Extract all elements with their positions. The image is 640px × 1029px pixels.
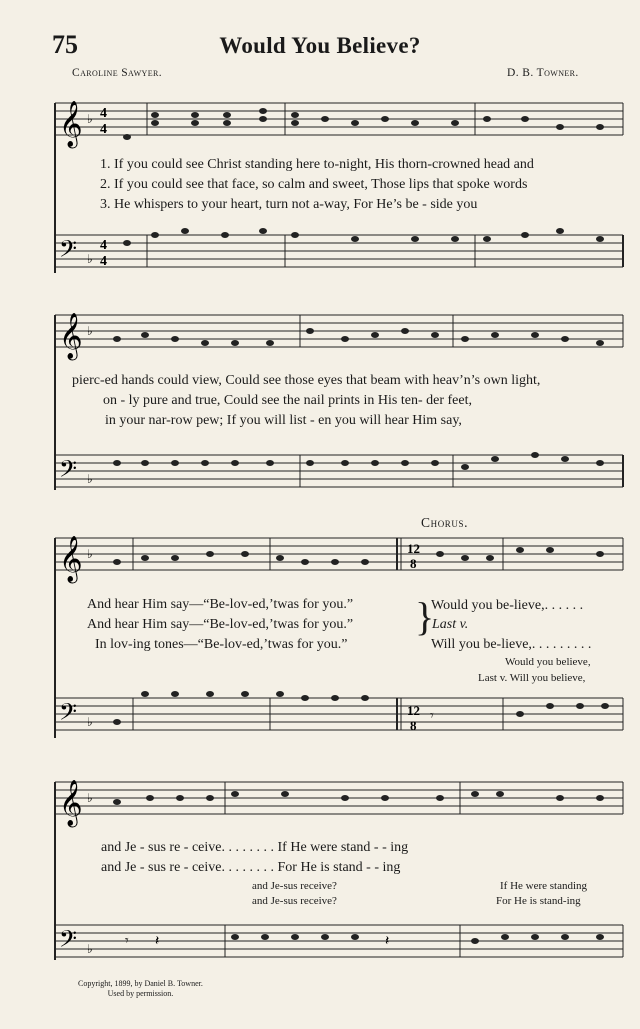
song-title: Would You Believe? <box>219 33 421 58</box>
svg-text:12: 12 <box>407 703 420 718</box>
svg-text:12: 12 <box>407 541 420 556</box>
system-3-treble-svg <box>55 528 625 588</box>
svg-text:𝄾: 𝄾 <box>125 934 129 949</box>
svg-text:♭: ♭ <box>87 112 93 126</box>
svg-text:𝄽: 𝄽 <box>385 934 390 949</box>
svg-text:4: 4 <box>100 106 107 121</box>
chorus-refrain-line-2: Will you be-lieve,. . . . . . . . . <box>431 637 592 652</box>
system-2-bass-svg <box>55 445 625 505</box>
system-4-treble-staff <box>55 772 625 832</box>
chorus-verse-2-line: And hear Him say—“Be-lov-ed,’twas for you.” <box>87 617 354 632</box>
system-2-treble-svg <box>55 305 625 365</box>
svg-text:𝄢: 𝄢 <box>59 698 78 731</box>
svg-text:𝄾: 𝄾 <box>430 709 434 724</box>
svg-text:𝄞: 𝄞 <box>59 536 83 582</box>
chorus-refrain-line-1: Would you be-lieve,. . . . . . <box>431 598 584 613</box>
svg-text:8: 8 <box>410 718 417 733</box>
bass-cue-right-2: For He is stand-ing <box>496 895 581 907</box>
verse-brace: } <box>415 594 435 639</box>
bass-cue-1: Would you believe, <box>505 656 591 668</box>
bass-cue-left-1: and Je-sus receive? <box>252 880 337 892</box>
bass-cue-2: Last v. Will you believe, <box>478 672 586 684</box>
svg-text:♭: ♭ <box>87 547 93 561</box>
svg-text:𝄞: 𝄞 <box>59 101 83 147</box>
svg-text:4: 4 <box>100 238 107 253</box>
system-3-bass-svg <box>55 688 625 748</box>
svg-text:♭: ♭ <box>87 472 93 486</box>
chorus-last-verse-label: Last v. <box>432 617 469 632</box>
chorus-label: Chorus. <box>421 515 469 530</box>
system-4-treble-svg <box>55 772 625 832</box>
svg-text:4: 4 <box>100 254 107 269</box>
system-1-treble-staff <box>55 95 625 155</box>
system-3-treble-staff <box>55 528 625 588</box>
system-4-bass-staff <box>55 915 625 975</box>
verse-3-line-2: in your nar-row pew; If you will list - en you will hear Him say, <box>105 413 462 428</box>
copyright-line-1: Copyright, 1899, by Daniel B. Towner. <box>78 979 203 988</box>
svg-text:♭: ♭ <box>87 791 93 805</box>
composer-credit: D. B. Towner. <box>507 67 579 79</box>
system-2-treble-staff <box>55 305 625 365</box>
chorus-verse-1-line: And hear Him say—“Be-lov-ed,’twas for you.” <box>87 597 354 612</box>
svg-text:♭: ♭ <box>87 942 93 956</box>
verse-1-line-1: 1. If you could see Christ standing here to-night, His thorn-crowned head and <box>100 157 534 172</box>
svg-text:𝄢: 𝄢 <box>59 235 78 268</box>
chorus-line-2-verse-1: and Je - sus re - ceive. . . . . . . . If He were stand - - ing <box>101 840 409 855</box>
chorus-line-2-verse-2: and Je - sus re - ceive. . . . . . . . For He is stand - - ing <box>101 860 401 875</box>
system-3-bass-staff <box>55 688 625 748</box>
system-4-bass-svg <box>55 915 625 975</box>
copyright-line-2: Used by permission. <box>107 989 174 998</box>
svg-text:𝄞: 𝄞 <box>59 780 83 826</box>
svg-text:4: 4 <box>100 122 107 137</box>
system-2-bass-staff <box>55 445 625 505</box>
verse-2-line-1: 2. If you could see that face, so calm and sweet, Those lips that spoke words <box>100 177 528 192</box>
svg-text:♭: ♭ <box>87 324 93 338</box>
system-1-bass-staff <box>55 225 625 285</box>
lyricist-credit: Caroline Sawyer. <box>72 67 163 79</box>
bass-cue-right-1: If He were standing <box>500 880 588 892</box>
page-number: 75 <box>52 30 78 59</box>
verse-1-line-2: pierc-ed hands could view, Could see those eyes that beam with heav’n’s own light, <box>72 373 541 388</box>
system-1-treble-svg <box>55 95 625 155</box>
chorus-verse-3-line: In lov-ing tones—“Be-lov-ed,’twas for you.” <box>95 637 348 652</box>
verse-3-line-1: 3. He whispers to your heart, turn not a-way, For He’s be - side you <box>100 197 478 212</box>
svg-text:𝄢: 𝄢 <box>59 925 78 958</box>
svg-text:𝄽: 𝄽 <box>155 934 160 949</box>
verse-2-line-2: on - ly pure and true, Could see the nail prints in His ten- der feet, <box>103 393 472 408</box>
svg-text:𝄢: 𝄢 <box>59 455 78 488</box>
svg-text:♭: ♭ <box>87 252 93 266</box>
svg-text:♭: ♭ <box>87 715 93 729</box>
svg-text:8: 8 <box>410 556 417 571</box>
system-1-bass-svg <box>55 225 625 285</box>
svg-text:𝄞: 𝄞 <box>59 313 83 359</box>
copyright-notice <box>78 979 203 999</box>
bass-cue-left-2: and Je-sus receive? <box>252 895 337 907</box>
